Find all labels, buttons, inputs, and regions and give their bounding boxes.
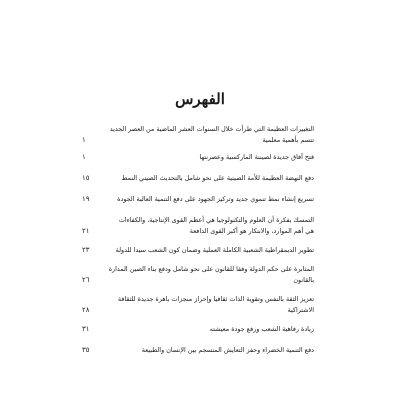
toc-entry-line: تطوير الديمقراطية الشعبية الكاملة العملية وضمان كون الشعب سيدا للدولة	[115, 246, 314, 254]
toc-page-number: ١	[82, 153, 86, 161]
toc-entry-line: تعزيز الثقة بالنفس وتقوية الذات ثقافيا وإحراز منجزات باهرة جديدة للثقافة	[117, 295, 314, 303]
toc-page-number: ١٥	[82, 174, 90, 182]
table-of-contents	[82, 124, 314, 356]
page-title: الفهرس	[175, 90, 225, 108]
toc-entry[interactable]	[82, 152, 314, 163]
toc-entry[interactable]	[82, 124, 314, 146]
toc-entry[interactable]	[82, 173, 314, 184]
toc-entry[interactable]	[82, 294, 314, 316]
toc-entry-text	[102, 194, 314, 205]
toc-page-number: ٢١	[82, 227, 90, 235]
toc-entry[interactable]	[82, 194, 314, 205]
toc-page-number: ٢٨	[82, 306, 90, 314]
toc-entry-text	[102, 345, 314, 356]
toc-entry[interactable]	[82, 245, 314, 256]
toc-page-number: ٣٥	[82, 346, 90, 354]
toc-page-number: ٢٣	[82, 246, 90, 254]
toc-entry-line: زيادة رفاهية الشعب ورفع جودة معيشته	[209, 325, 314, 333]
toc-entry-text	[102, 152, 314, 163]
toc-entry[interactable]	[82, 264, 314, 286]
toc-entry[interactable]	[82, 345, 314, 356]
toc-entry-line: دفع التنمية الخضراء وحفز التعايش المنسجم بين الإنسان والطبيعة	[141, 346, 314, 354]
toc-entry-text	[102, 124, 314, 146]
toc-entry-line: التمسك بفكرة أن العلوم والتكنولوجيا هي أعظم القوى الإنتاجية، والكفاءات	[118, 216, 314, 224]
toc-page-number: ١٩	[82, 195, 90, 203]
toc-entry-line: بالقانون	[293, 276, 314, 284]
toc-entry-line: الاشتراكية	[287, 306, 314, 314]
toc-entry-line: تسريع إنشاء نمط تنموي جديد وتركيز الجهود على دفع التنمية العالية الجودة	[117, 195, 314, 203]
toc-page-number: ١	[82, 136, 86, 144]
toc-entry-line: دفع النهضة العظيمة للأمة الصينية على نحو شامل بالتحديث الصيني النمط	[121, 174, 314, 182]
toc-entry-text	[102, 173, 314, 184]
toc-entry-text	[102, 324, 314, 335]
toc-entry-text	[102, 294, 314, 316]
toc-entry-line: المثابرة على حكم الدولة وفقا للقانون على نحو شامل ودفع بناء الصين المدارة	[108, 265, 314, 273]
toc-page-number: ٣١	[82, 325, 90, 333]
toc-entry-text	[102, 215, 314, 237]
toc-entry-line: التغييرات العظيمة التي طرأت خلال السنوات العشر الماضية من العصر الجديد	[109, 125, 314, 133]
toc-entry-text	[101, 264, 314, 286]
toc-entry-line: تتسم بأهمية معلمية	[262, 136, 314, 144]
toc-entry-text	[102, 245, 314, 256]
toc-entry-line: فتح آفاق جديدة لصيننة الماركسية وعصرنتها	[199, 153, 314, 161]
toc-page-number: ٢٦	[82, 276, 90, 284]
toc-entry[interactable]	[82, 324, 314, 335]
toc-entry[interactable]	[82, 215, 314, 237]
toc-entry-line: هي أهم الموارد، والابتكار هو أكبر القوى الدافعة	[189, 227, 314, 235]
